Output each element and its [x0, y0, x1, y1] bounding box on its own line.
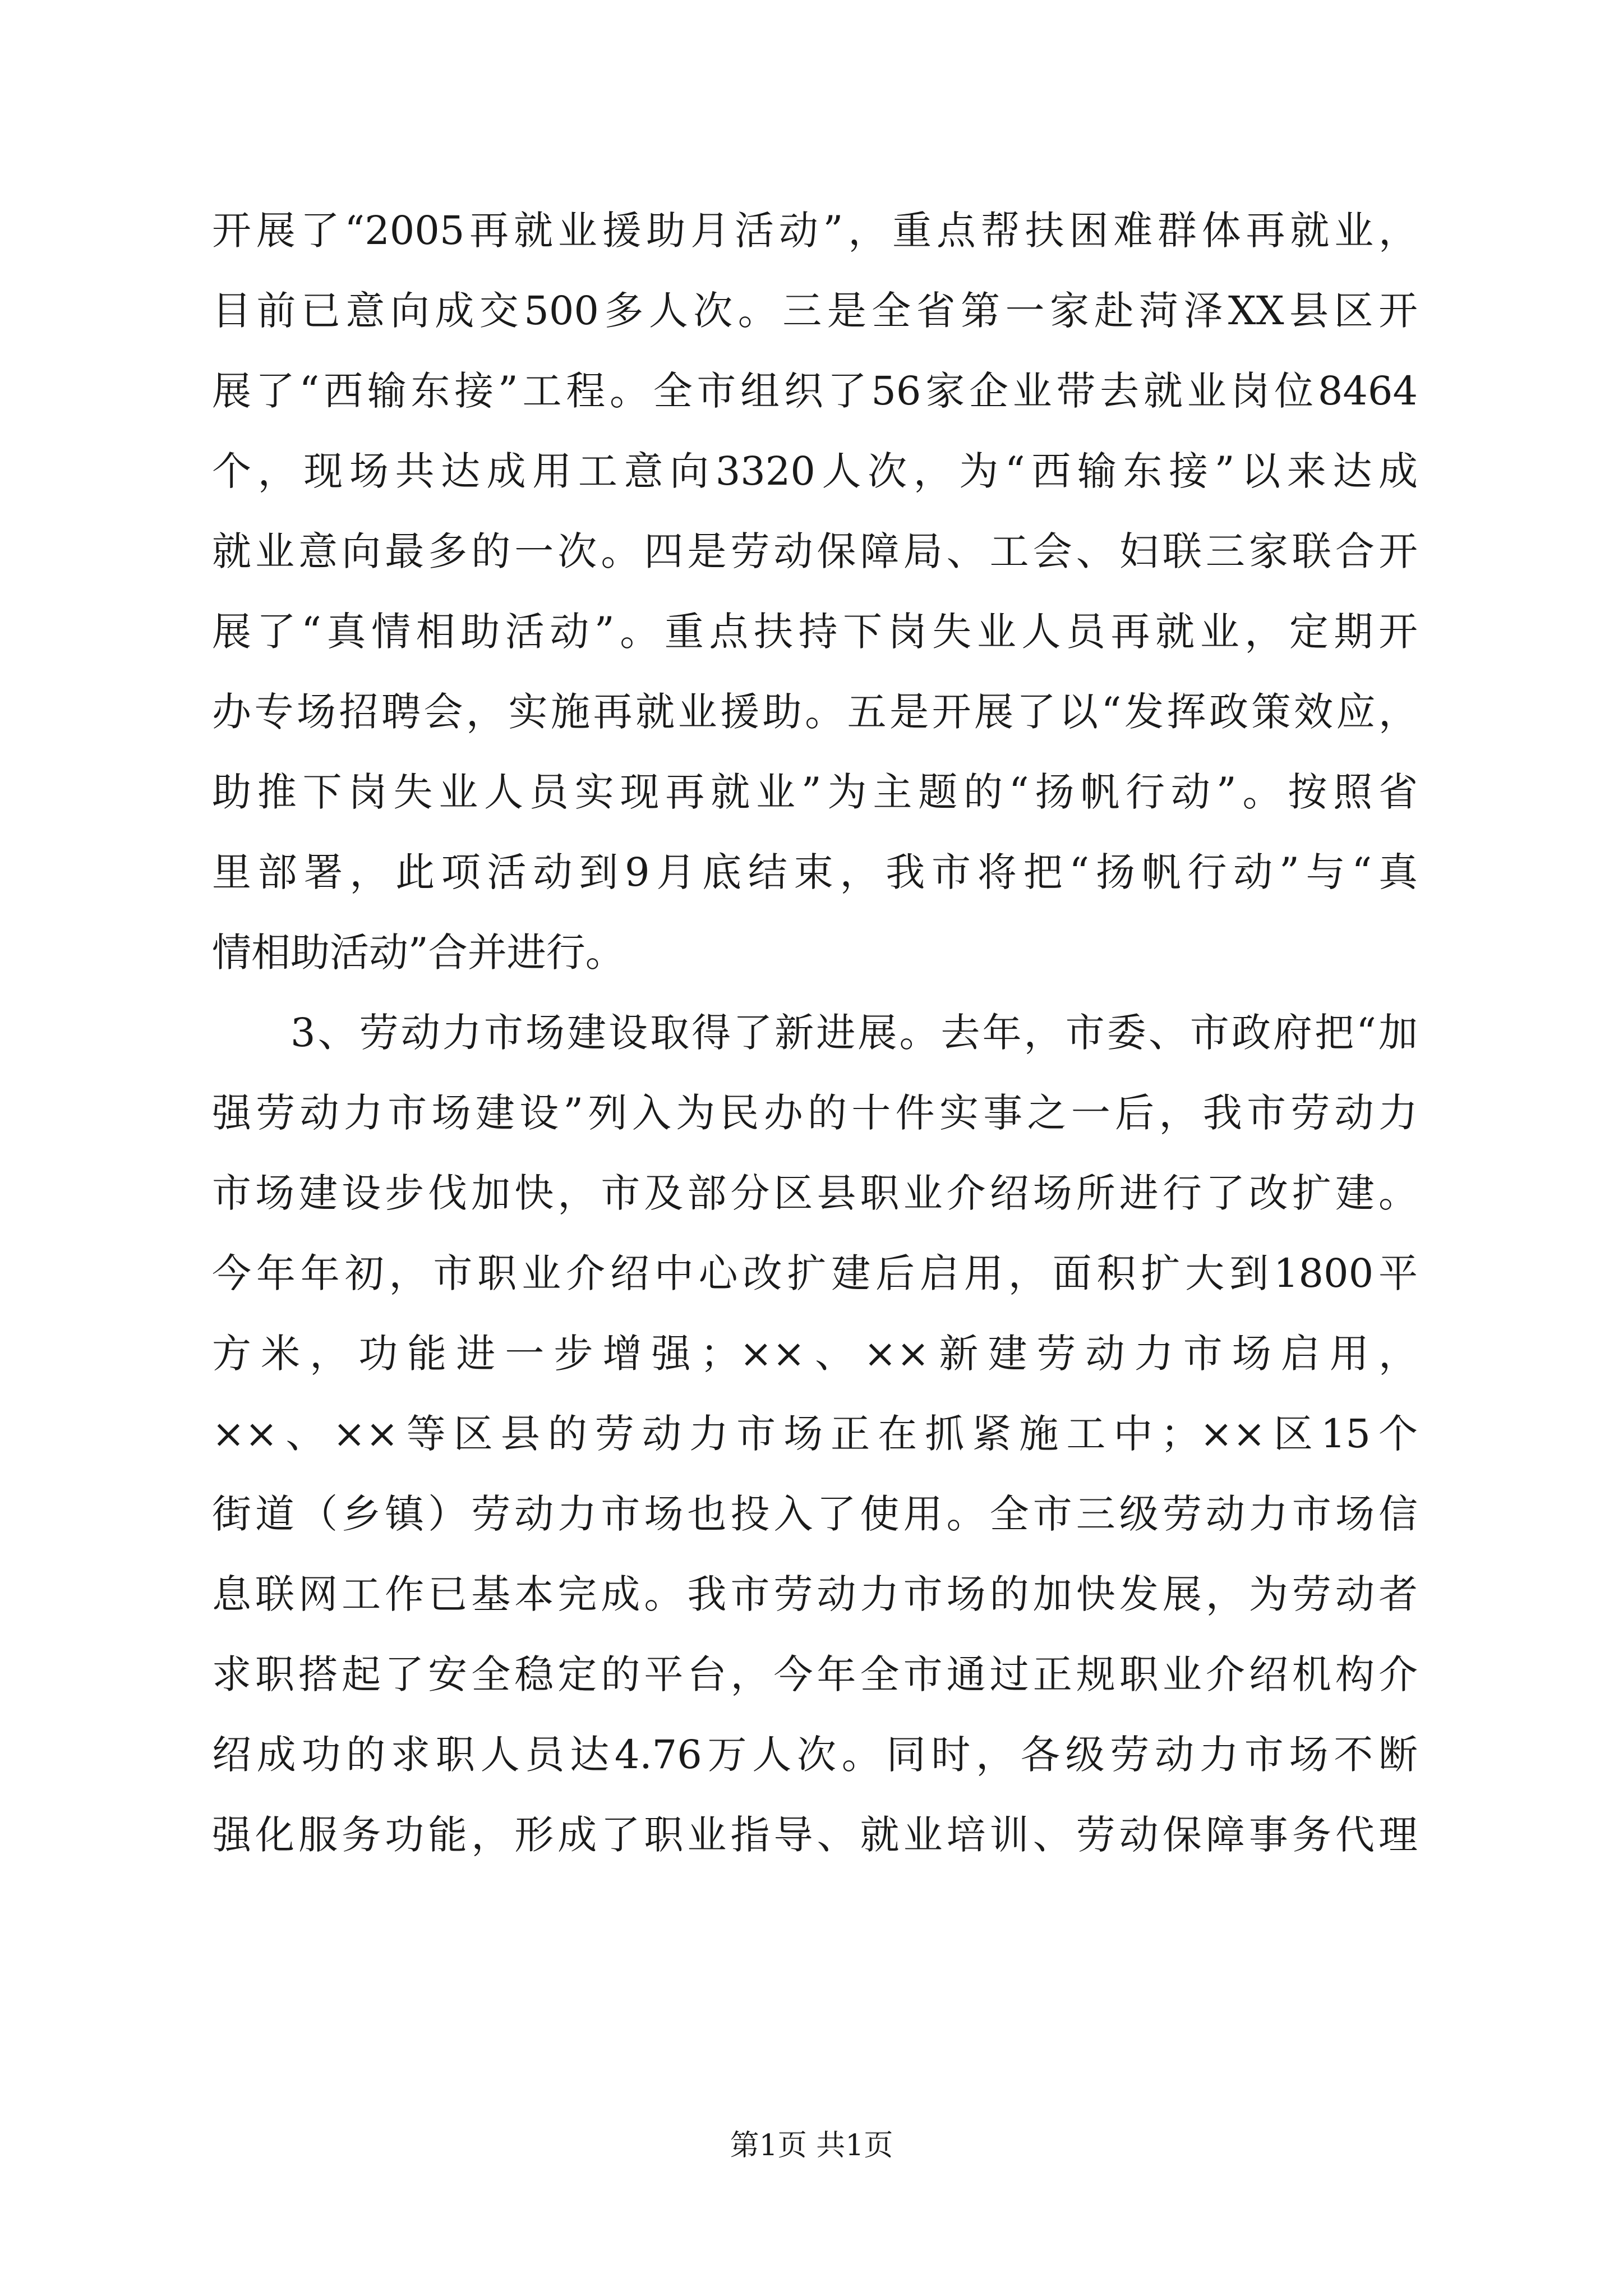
- text-line: ××、××等区县的劳动力市场正在抓紧施工中；××区15个: [212, 1411, 1418, 1457]
- text-line: 办专场招聘会，实施再就业援助。五是开展了以“发挥政策效应，: [212, 689, 1418, 735]
- text-line: 助推下岗失业人员实现再就业”为主题的“扬帆行动”。按照省: [212, 769, 1418, 815]
- text-line: 今年年初，市职业介绍中心改扩建后启用，面积扩大到1800平: [212, 1250, 1418, 1296]
- text-line: 展了“真情相助活动”。重点扶持下岗失业人员再就业，定期开: [212, 609, 1418, 655]
- text-line: 就业意向最多的一次。四是劳动保障局、工会、妇联三家联合开: [212, 528, 1418, 574]
- page-number-label: 第1页 共1页: [730, 2129, 893, 2162]
- text-line: 展了“西输东接”工程。全市组织了56家企业带去就业岗位8464: [212, 368, 1418, 414]
- text-line: 3、劳动力市场建设取得了新进展。去年，市委、市政府把“加: [291, 1010, 1418, 1056]
- paragraph-2: [212, 993, 1418, 1875]
- text-line: 强化服务功能，形成了职业指导、就业培训、劳动保障事务代理: [212, 1812, 1418, 1858]
- paragraph-1: [212, 191, 1418, 993]
- text-line: 绍成功的求职人员达4.76万人次。同时，各级劳动力市场不断: [212, 1732, 1418, 1778]
- text-line: 强劳动力市场建设”列入为民办的十件实事之一后，我市劳动力: [212, 1090, 1418, 1136]
- text-line: 市场建设步伐加快，市及部分区县职业介绍场所进行了改扩建。: [212, 1170, 1418, 1216]
- text-line: 息联网工作已基本完成。我市劳动力市场的加快发展，为劳动者: [212, 1571, 1418, 1617]
- text-line: 目前已意向成交500多人次。三是全省第一家赴菏泽XX县区开: [212, 288, 1418, 334]
- text-line: 情相助活动”合并进行。: [212, 930, 625, 976]
- text-line: 求职搭起了安全稳定的平台，今年全市通过正规职业介绍机构介: [212, 1651, 1418, 1697]
- page-footer: [0, 2126, 1623, 2165]
- text-line: 个，现场共达成用工意向3320人次，为“西输东接”以来达成: [212, 448, 1418, 494]
- text-line: 街道（乡镇）劳动力市场也投入了使用。全市三级劳动力市场信: [212, 1491, 1418, 1537]
- text-line: 方米，功能进一步增强；××、××新建劳动力市场启用，: [212, 1331, 1418, 1377]
- text-line: 里部署，此项活动到9月底结束，我市将把“扬帆行动”与“真: [212, 849, 1418, 895]
- text-line: 开展了“2005再就业援助月活动”，重点帮扶困难群体再就业，: [212, 208, 1418, 254]
- body-text: [212, 191, 1418, 1875]
